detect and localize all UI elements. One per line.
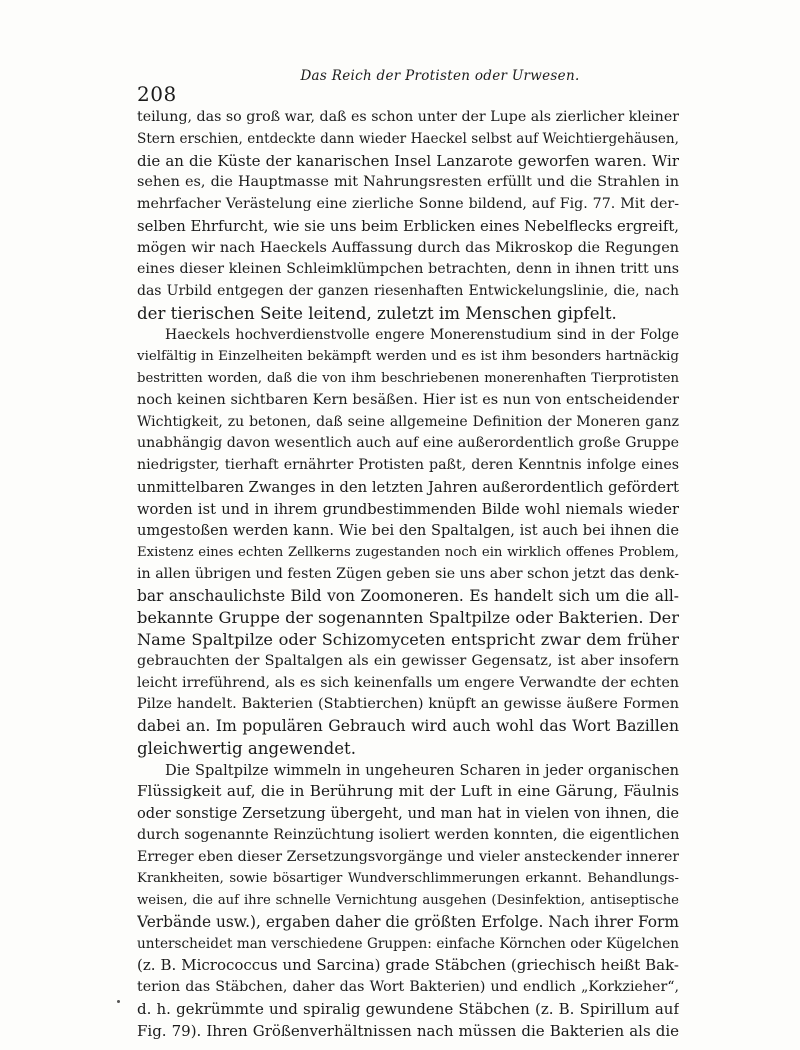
text-line: Krankheiten, sowie bösartiger Wundverschlimmerungen erkannt. Behandlungs- xyxy=(137,871,679,887)
text-line: (z. B. Micrococcus und Sarcina) grade Stäbchen (griechisch heißt Bak- xyxy=(137,956,679,975)
text-line: oder sonstige Zersetzung übergeht, und man hat in vielen von ihnen, die xyxy=(137,805,679,822)
text-line: vielfältig in Einzelheiten bekämpft werden und es ist ihm besonders hartnäckig xyxy=(137,349,679,365)
text-line: leicht irreführend, als es sich keinenfalls um engere Verwandte der echten xyxy=(137,674,679,691)
text-line: selben Ehrfurcht, wie sie uns beim Erblicken eines Nebelflecks ergreift, xyxy=(137,217,679,235)
text-line: bekannte Gruppe der sogenannten Spaltpilze oder Bakterien. Der xyxy=(137,608,679,628)
text-line: mehrfacher Verästelung eine zierliche Sonne bildend, auf Fig. 77. Mit der- xyxy=(137,196,679,212)
text-line: Die Spaltpilze wimmeln in ungeheuren Scharen in jeder organischen xyxy=(165,761,679,779)
text-line: worden ist und in ihrem grundbestimmenden Bilde wohl niemals wieder xyxy=(137,500,679,518)
text-line: d. h. gekrümmte und spiralig gewundene Stäbchen (z. B. Spirillum auf xyxy=(137,999,679,1018)
text-line: Pilze handelt. Bakterien (Stabtierchen) knüpft an gewisse äußere Formen xyxy=(137,696,679,713)
text-line: sehen es, die Hauptmasse mit Nahrungsresten erfüllt und die Strahlen in xyxy=(137,174,679,191)
running-head: Das Reich der Protisten oder Urwesen. xyxy=(300,68,580,84)
text-line: Flüssigkeit auf, die in Berührung mit der Luft in eine Gärung, Fäulnis xyxy=(137,782,679,801)
text-line: Existenz eines echten Zellkerns zugestanden noch ein wirklich offenes Problem, xyxy=(137,545,679,560)
text-line: Wichtigkeit, zu betonen, daß seine allgemeine Definition der Moneren ganz xyxy=(137,413,679,430)
text-line: die an die Küste der kanarischen Insel Lanzarote geworfen waren. Wir xyxy=(137,151,679,170)
text-line: weisen, die auf ihre schnelle Vernichtung ausgehen (Desinfektion, antiseptische xyxy=(137,893,679,908)
text-line: umgestoßen werden kann. Wie bei den Spaltalgen, ist auch bei ihnen die xyxy=(137,522,679,540)
text-line: unterscheidet man verschiedene Gruppen: einfache Körnchen oder Kügelchen xyxy=(137,935,679,952)
text-line: unabhängig davon wesentlich auch auf eine außerordentlich große Gruppe xyxy=(137,435,679,452)
text-line: Fig. 79). Ihren Größenverhältnissen nach müssen die Bakterien als die xyxy=(137,1021,679,1040)
body-text xyxy=(137,107,679,1042)
text-line: Name Spaltpilze oder Schizomyceten entspricht zwar dem früher xyxy=(137,630,679,649)
text-line: das Urbild entgegen der ganzen riesenhaften Entwickelungslinie, die, nach xyxy=(137,283,679,299)
text-line: niedrigster, tierhaft ernährter Protisten paßt, deren Kenntnis infolge eines xyxy=(137,457,679,473)
text-line: dabei an. Im populären Gebrauch wird auch wohl das Wort Bazillen xyxy=(137,717,679,735)
text-line: gebrauchten der Spaltalgen als ein gewisser Gegensatz, ist aber insofern xyxy=(137,652,679,669)
text-line: unmittelbaren Zwanges in den letzten Jahren außerordentlich gefördert xyxy=(137,478,679,496)
text-line: gleichwertig angewendet. xyxy=(137,738,356,758)
text-line: noch keinen sichtbaren Kern besäßen. Hier ist es nun von entscheidender xyxy=(137,391,679,408)
text-line: Haeckels hochverdienstvolle engere Monerenstudium sind in der Folge xyxy=(165,326,679,343)
text-line: bar anschaulichste Bild von Zoomoneren. Es handelt sich um die all- xyxy=(137,586,679,605)
text-line: der tierischen Seite leitend, zuletzt im Menschen gipfelt. xyxy=(137,303,617,323)
text-line: Stern erschien, entdeckte dann wieder Haeckel selbst auf Weichtiergehäusen, xyxy=(137,130,679,147)
text-line: terion das Stäbchen, daher das Wort Bakterien) und endlich „Korkzieher“, xyxy=(137,979,679,995)
text-line: eines dieser kleinen Schleimklümpchen betrachten, denn in ihnen tritt uns xyxy=(137,261,679,278)
text-line: Verbände usw.), ergaben daher die größten Erfolge. Nach ihrer Form xyxy=(137,912,679,931)
text-line: teilung, das so groß war, daß es schon unter der Lupe als zierlicher kleiner xyxy=(137,109,679,125)
text-line: durch sogenannte Reinzüchtung isoliert werden konnten, die eigentlichen xyxy=(137,826,679,843)
text-line: in allen übrigen und festen Zügen geben sie uns aber schon jetzt das denk- xyxy=(137,565,679,582)
text-line: mögen wir nach Haeckels Auffassung durch das Mikroskop die Regungen xyxy=(137,239,679,256)
text-line: bestritten worden, daß die von ihm beschriebenen monerenhaften Tierprotisten xyxy=(137,371,679,386)
text-line: Erreger eben dieser Zersetzungsvorgänge und vieler ansteckender innerer xyxy=(137,848,679,865)
paper-speck xyxy=(117,1000,120,1003)
page-number: 208 xyxy=(137,82,177,106)
